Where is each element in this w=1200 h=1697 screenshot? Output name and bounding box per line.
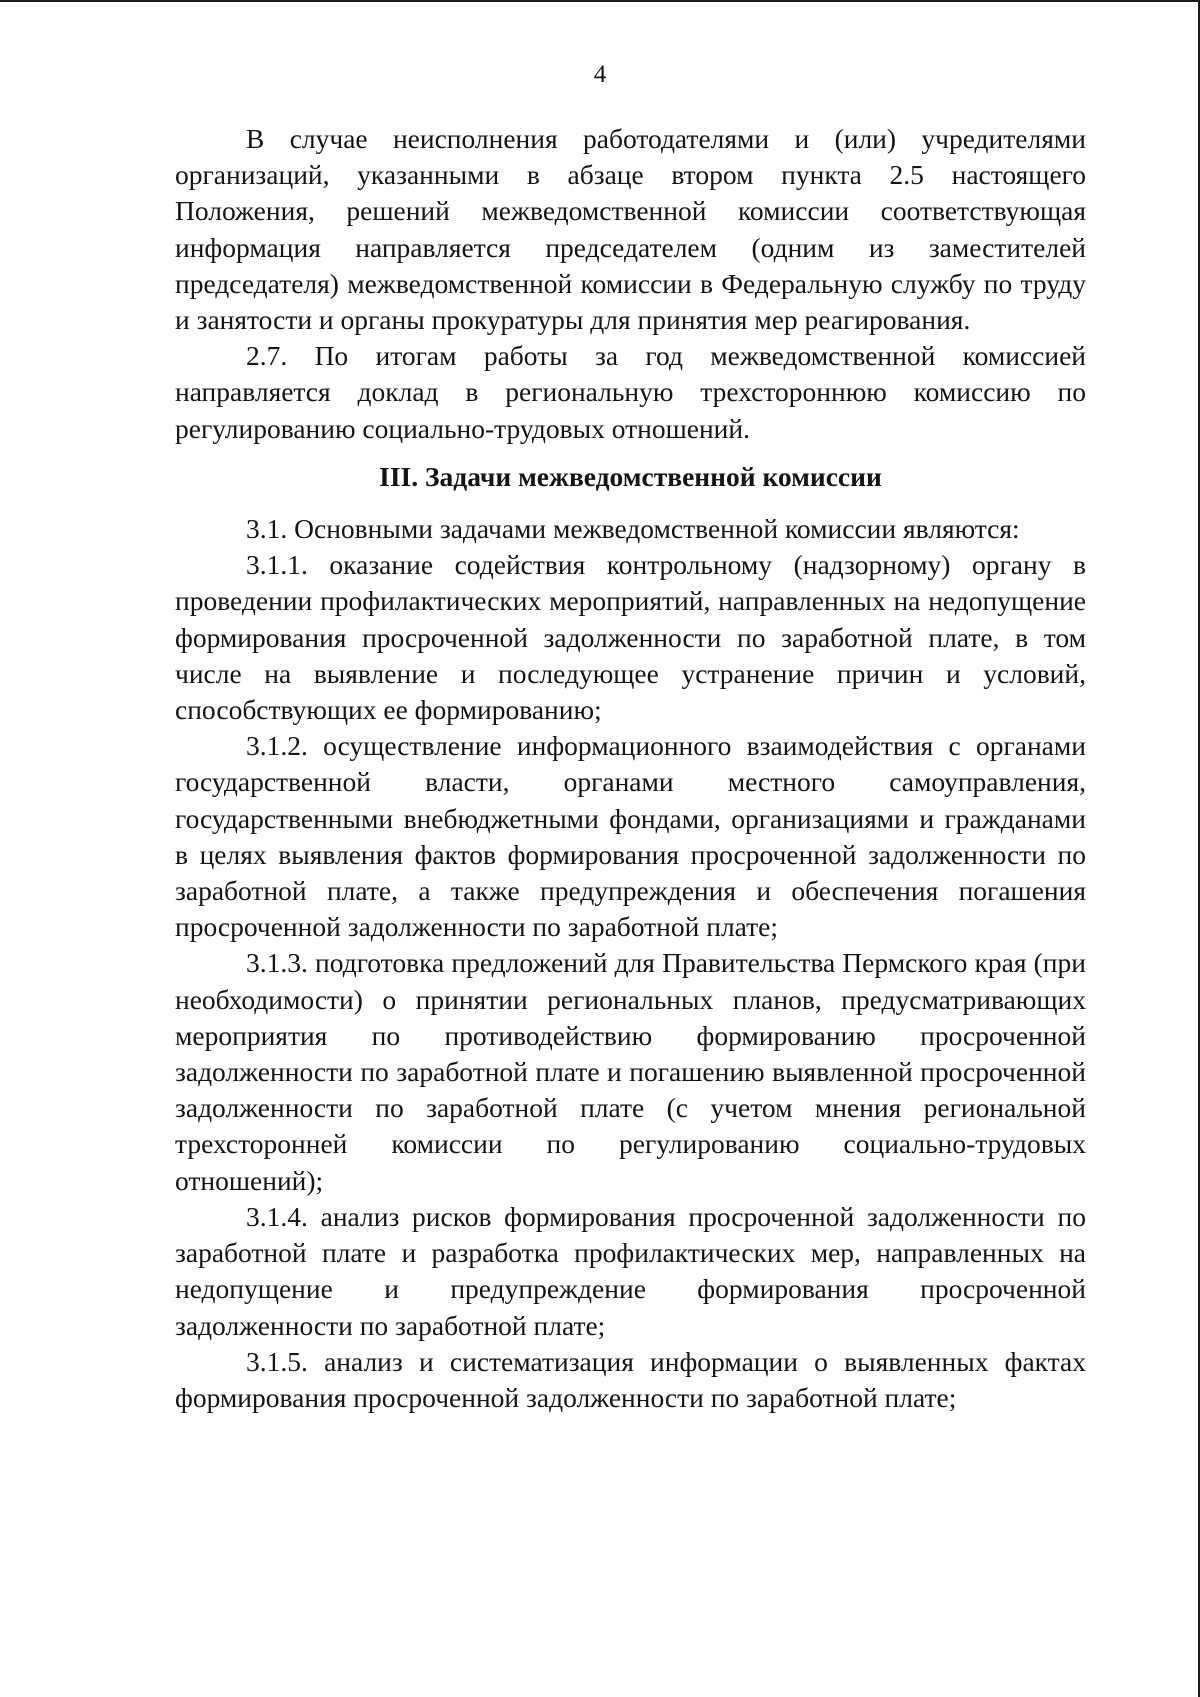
paragraph-3-1-4: 3.1.4. анализ рисков формирования просроченной задолженности по заработной плате и разработка профилактических мер, направленных на недопущение и предупреждение формирования просроченной задолженности по заработной плате; <box>175 1200 1086 1341</box>
paragraph-3-1-2: 3.1.2. осуществление информационного взаимодействия с органами государственной власти, органами местного самоуправления, государственными внебюджетными фондами, организациями и гражданами в целях выявления фактов формирования просроченной задолженности по заработной плате, а также предупреждения и обеспечения погашения просроченной задолженности по заработной плате; <box>175 730 1086 943</box>
paragraph-3-1-5: 3.1.5. анализ и систематизация информации о выявленных фактах формирования просроченной задолженности по заработной плате; <box>175 1345 1086 1413</box>
scan-edge-top <box>0 0 1200 2</box>
paragraph-3-1-3: 3.1.3. подготовка предложений для Правительства Пермского края (при необходимости) о принятии региональных планов, предусматривающих мероприятия по противодействию формированию просроченной задолженности по заработной плате и погашению выявленной просроченной задолженности по заработной плате (с учетом мнения региональной трехсторонней комиссии по регулированию социально-трудовых отношений); <box>175 947 1086 1196</box>
paragraph-3-1: 3.1. Основными задачами межведомственной комиссии являются: <box>246 513 1020 545</box>
section-heading: III. Задачи межведомственной комиссии <box>379 460 882 492</box>
paragraph-2-7: 2.7. По итогам работы за год межведомственной комиссией направляется доклад в региональную трехстороннюю комиссию по регулированию социально-трудовых отношений. <box>175 340 1086 444</box>
paragraph-noncompliance: В случае неисполнения работодателями и (или) учредителями организаций, указанными в абзаце втором пункта 2.5 настоящего Положения, решений межведомственной комиссии соответствующая информация направляется председателем (одним из заместителей председателя) межведомственной комиссии в Федеральную службу по труду и занятости и органы прокуратуры для принятия мер реагирования. <box>175 123 1086 336</box>
paragraph-3-1-1: 3.1.1. оказание содействия контрольному (надзорному) органу в проведении профилактических мероприятий, направленных на недопущение формирования просроченной задолженности по заработной плате, в том числе на выявление и последующее устранение причин и условий, способствующих ее формированию; <box>175 549 1086 726</box>
page-number: 4 <box>593 61 607 88</box>
document-body <box>175 121 1086 1416</box>
